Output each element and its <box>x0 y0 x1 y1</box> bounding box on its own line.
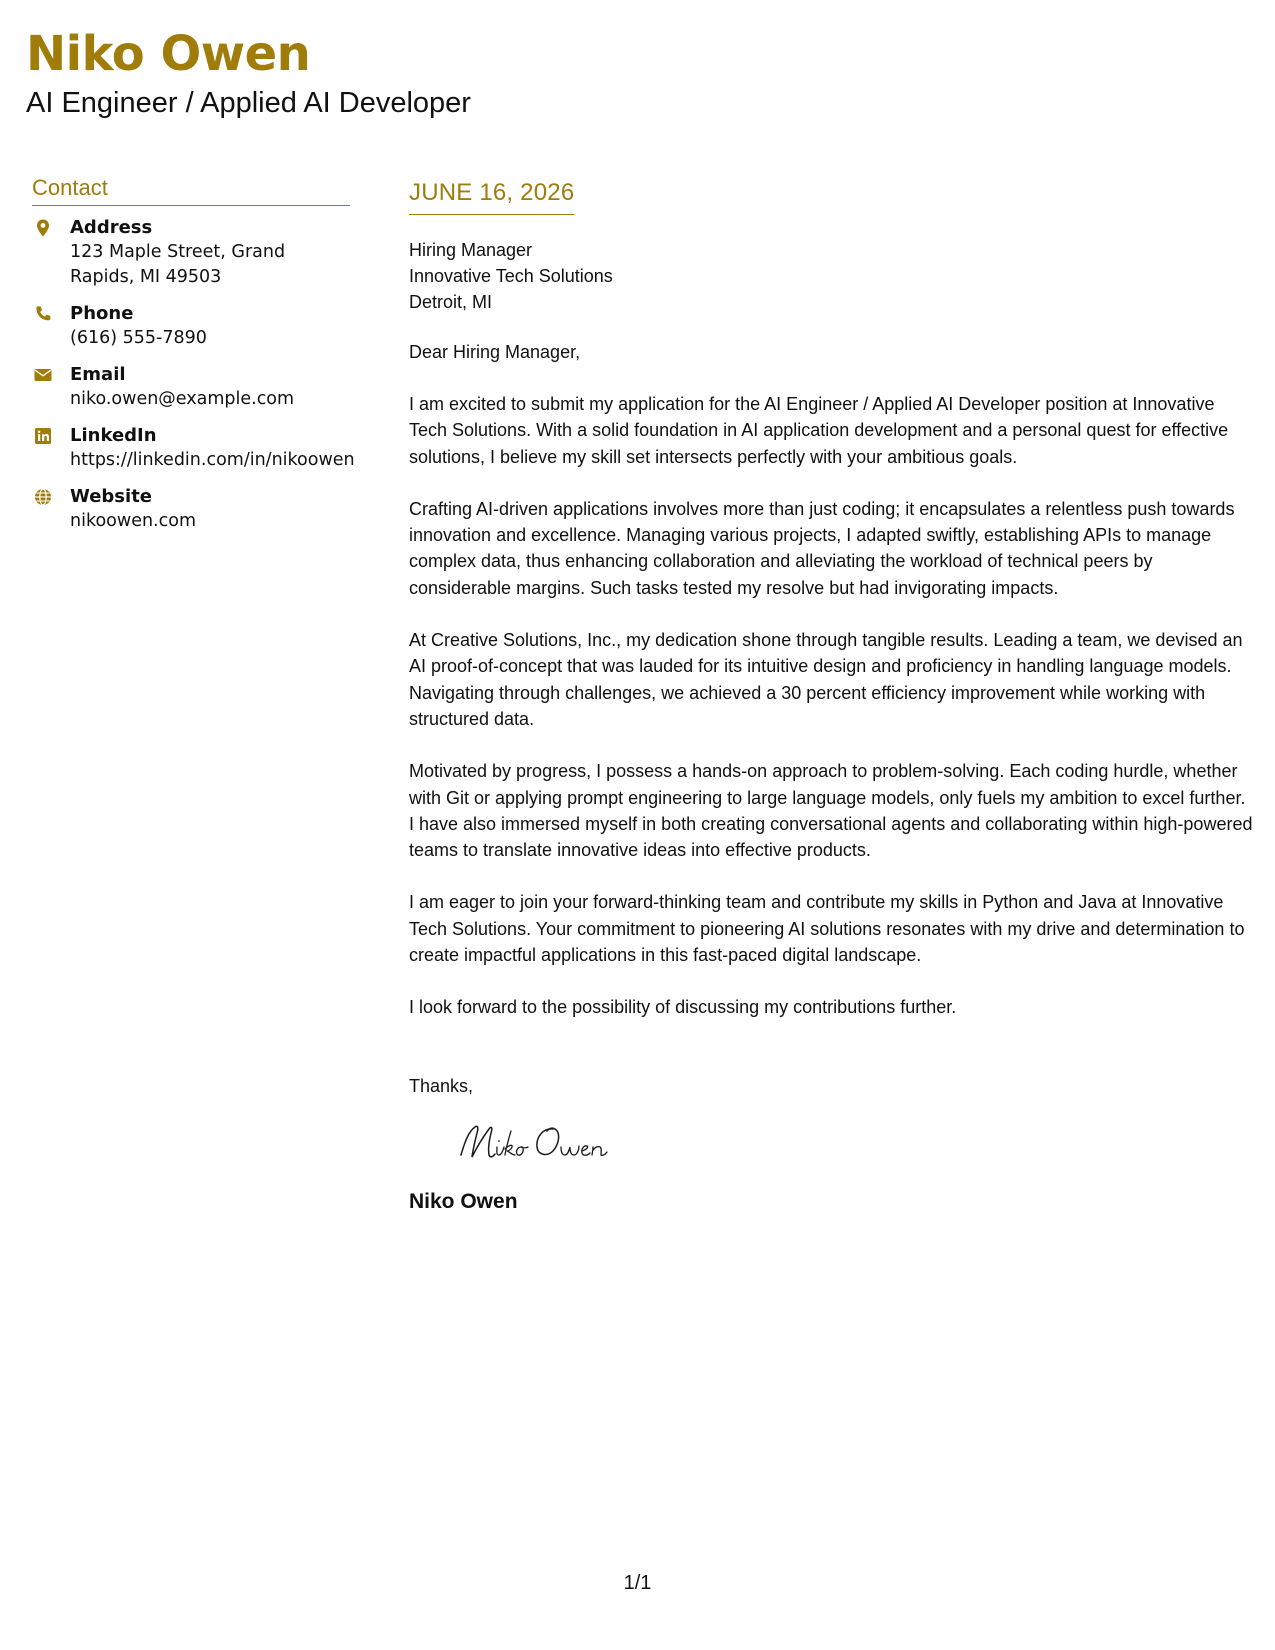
contact-value-email[interactable]: niko.owen@example.com <box>70 389 295 409</box>
contact-label-address: Address <box>70 217 153 238</box>
contact-value-linkedin[interactable]: https://linkedin.com/in/nikoowen <box>70 450 355 470</box>
recipient-location: Detroit, MI <box>409 292 493 312</box>
contact-list <box>32 216 355 534</box>
body-paragraph: Crafting AI-driven applications involves more than just coding; it encapsulates a relentless push towards innovation and excellence. Managing various projects, I adapted swiftly, establishing APIs to manage complex data, thus enhancing collaboration and alleviating the workload of technical peers by considerable margins. Such tasks tested my resolve but had invigorating impacts. <box>409 498 1235 598</box>
contact-value-website[interactable]: nikoowen.com <box>70 511 196 531</box>
contact-sidebar <box>32 174 355 546</box>
handwritten-signature <box>455 1119 635 1167</box>
contact-item-address <box>32 216 350 290</box>
map-pin-icon <box>33 218 53 238</box>
candidate-role: AI Engineer / Applied AI Developer <box>26 87 471 119</box>
closing-line: Thanks, <box>409 1075 474 1096</box>
candidate-name: Niko Owen <box>26 26 311 82</box>
body-paragraph: Motivated by progress, I possess a hands-on approach to problem-solving. Each coding hurdle, whether with Git or applying prompt engineering to large language models, only fuels my ambition to excel further. I have also immersed myself in both creating conversational agents and collaborating within high-powered teams to translate innovative ideas into effective products. <box>409 761 1253 861</box>
contact-value-address: 123 Maple Street, Grand Rapids, MI 49503 <box>70 242 286 287</box>
contact-item-phone <box>32 302 350 351</box>
salutation: Dear Hiring Manager, <box>409 342 581 362</box>
body-paragraph: I am excited to submit my application for the AI Engineer / Applied AI Developer position at Innovative Tech Solutions. With a solid foundation in AI application development and a personal quest for effective solutions, I believe my skill set intersects perfectly with your ambitious goals. <box>409 394 1229 467</box>
body-paragraph: I am eager to join your forward-thinking team and contribute my skills in Python and Java at Innovative Tech Solutions. Your commitment to pioneering AI solutions resonates with my drive and determination to create impactful applications in this fast-paced digital landscape. <box>409 892 1245 966</box>
linkedin-icon <box>33 426 53 446</box>
contact-value-phone: (616) 555-7890 <box>70 328 207 348</box>
contact-item-website <box>32 485 350 534</box>
contact-label-linkedin[interactable]: LinkedIn <box>70 425 157 446</box>
contact-label-email[interactable]: Email <box>70 364 126 385</box>
contact-item-email <box>32 363 350 412</box>
recipient-company: Innovative Tech Solutions <box>409 266 613 286</box>
letter-body <box>409 178 1254 1215</box>
header <box>26 24 471 120</box>
letter-date: JUNE 16, 2026 <box>409 179 575 206</box>
contact-item-linkedin <box>32 424 355 473</box>
recipient-block <box>409 237 1254 315</box>
globe-icon <box>33 487 53 507</box>
envelope-icon <box>33 365 53 385</box>
phone-icon <box>33 304 53 324</box>
contact-label-website[interactable]: Website <box>70 486 153 507</box>
body-paragraph: At Creative Solutions, Inc., my dedication shone through tangible results. Leading a team, we devised an AI proof-of-concept that was lauded for its intuitive design and proficiency in handling language models. Navigating through challenges, we achieved a 30 percent efficiency improvement while working with structured data. <box>409 630 1243 729</box>
contact-label-phone: Phone <box>70 303 134 324</box>
body-paragraph: I look forward to the possibility of discussing my contributions further. <box>409 997 957 1018</box>
page-number: 1/1 <box>623 1572 652 1594</box>
letter-date-block <box>409 178 574 215</box>
recipient-title: Hiring Manager <box>409 240 533 260</box>
contact-section-title: Contact <box>32 174 350 206</box>
signer-name: Niko Owen <box>409 1189 518 1213</box>
